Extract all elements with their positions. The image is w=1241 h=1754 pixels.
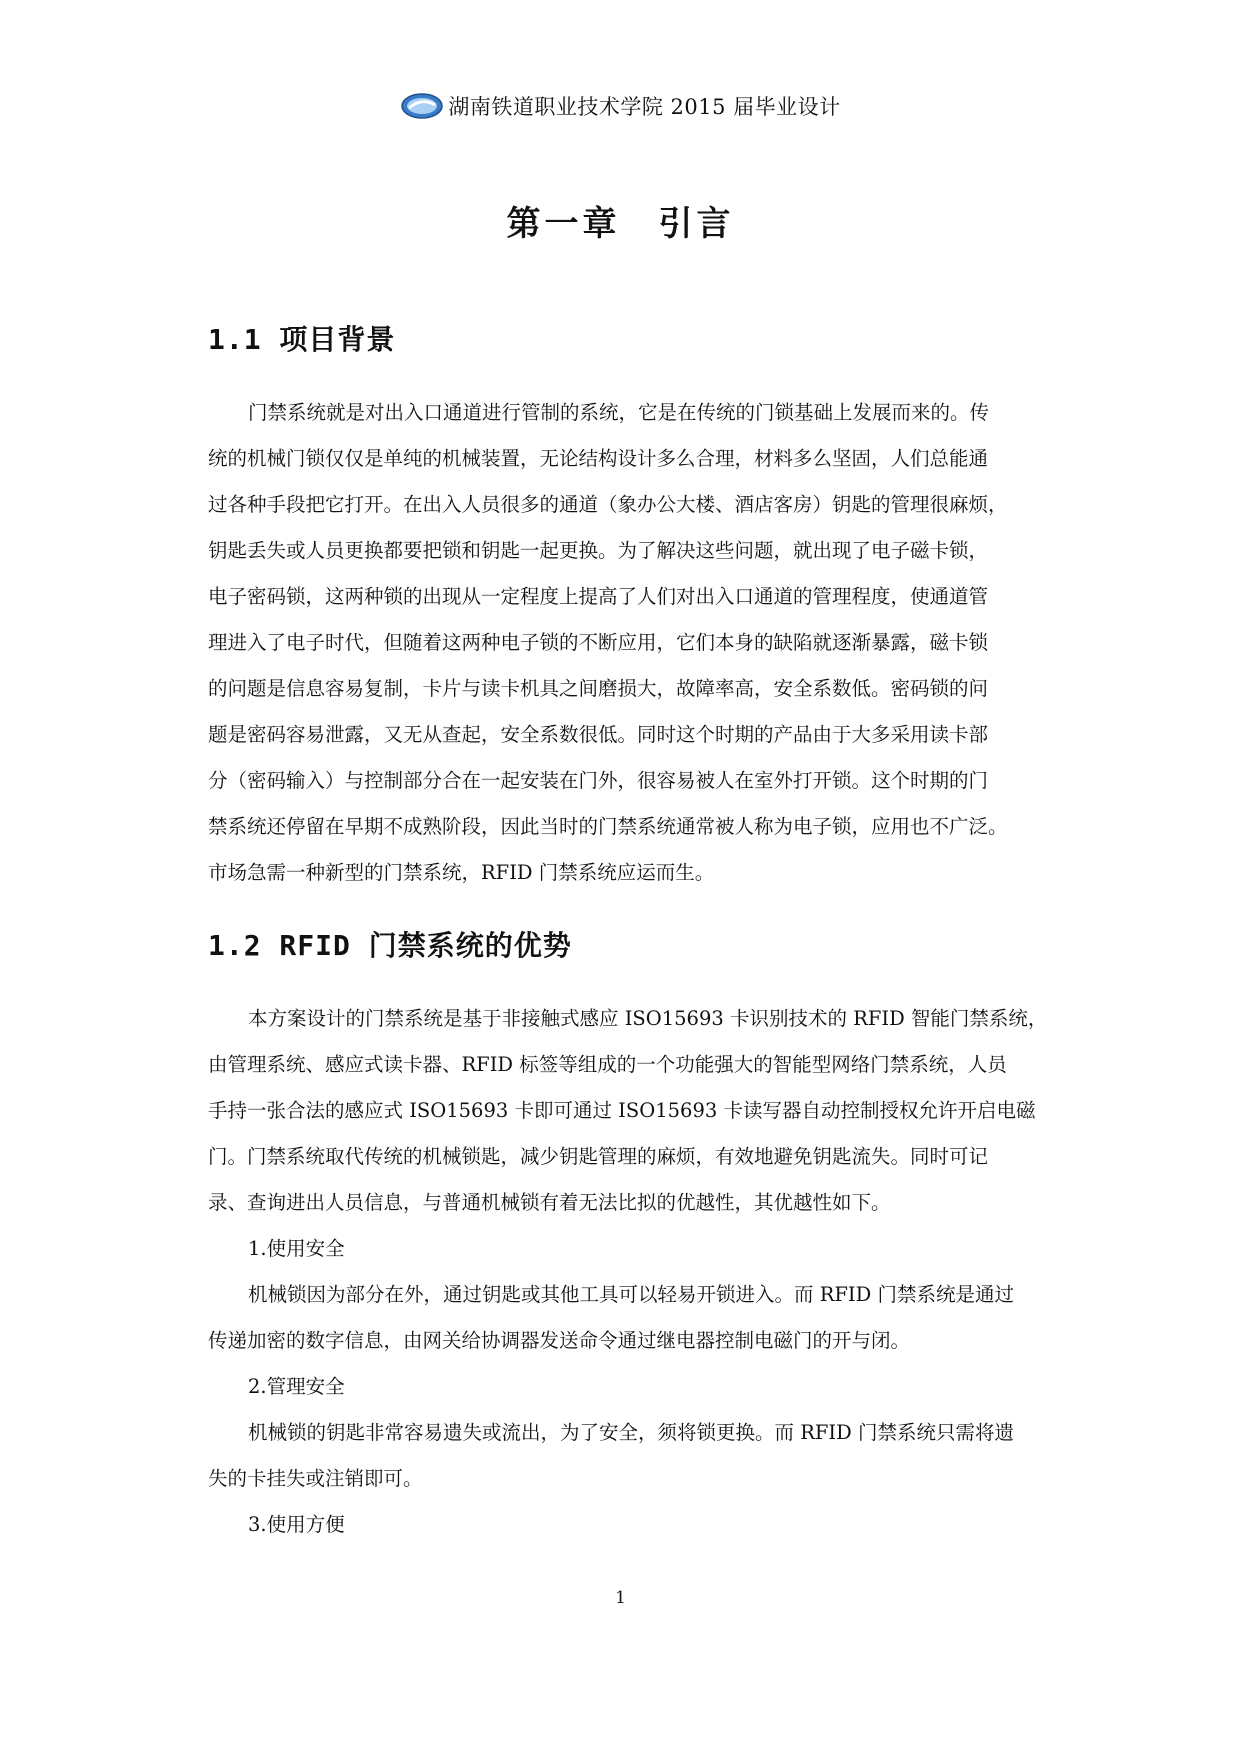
paragraph-line: 理进入了电子时代，但随着这两种电子锁的不断应用，它们本身的缺陷就逐渐暴露，磁卡锁 [208, 631, 989, 654]
paragraph-line: 机械锁因为部分在外，通过钥匙或其他工具可以轻易开锁进入。而 RFID 门禁系统是通过 [248, 1283, 1014, 1306]
paragraph-line: 门禁系统就是对出入口通道进行管制的系统，它是在传统的门锁基础上发展而来的。传 [248, 401, 990, 424]
paragraph-line: 录、查询进出人员信息，与普通机械锁有着无法比拟的优越性，其优越性如下。 [208, 1191, 891, 1214]
paragraph-line: 过各种手段把它打开。在出入人员很多的通道（象办公大楼、酒店客房）钥匙的管理很麻烦， [208, 493, 1008, 516]
header-title: 湖南铁道职业技术学院 2015 届毕业设计 [448, 95, 841, 119]
paragraph-line: 电子密码锁，这两种锁的出现从一定程度上提高了人们对出入口通道的管理程度，使通道管 [208, 585, 989, 608]
section-1-body [208, 390, 1088, 896]
paragraph-line: 机械锁的钥匙非常容易遗失或流出，为了安全，须将锁更换。而 RFID 门禁系统只需将遗 [248, 1421, 1014, 1444]
list-item-heading: 1.使用安全 [248, 1237, 345, 1260]
paragraph-line: 的问题是信息容易复制，卡片与读卡机具之间磨损大，故障率高，安全系数低。密码锁的问 [208, 677, 989, 700]
paragraph-line: 钥匙丢失或人员更换都要把锁和钥匙一起更换。为了解决这些问题，就出现了电子磁卡锁， [208, 539, 989, 562]
paragraph-line: 市场急需一种新型的门禁系统，RFID 门禁系统应运而生。 [208, 861, 715, 884]
section-1-title: 1.1 项目背景 [208, 323, 396, 356]
paragraph-line: 题是密码容易泄露，又无从查起，安全系数很低。同时这个时期的产品由于大多采用读卡部 [208, 723, 989, 746]
chapter-title: 第一章 引言 [506, 204, 735, 244]
paragraph-line: 分（密码输入）与控制部分合在一起安装在门外，很容易被人在室外打开锁。这个时期的门 [208, 769, 989, 792]
page-header [0, 86, 1241, 126]
paragraph-line: 传递加密的数字信息，由网关给协调器发送命令通过继电器控制电磁门的开与闭。 [208, 1329, 911, 1352]
header-inner [400, 91, 840, 121]
list-item-heading: 3.使用方便 [248, 1513, 345, 1536]
page-number: 1 [615, 1588, 626, 1608]
section-2-title: 1.2 RFID 门禁系统的优势 [208, 929, 572, 962]
paragraph-line: 门。门禁系统取代传统的机械锁匙，减少钥匙管理的麻烦，有效地避免钥匙流失。同时可记 [208, 1145, 989, 1168]
list-item-heading: 2.管理安全 [248, 1375, 345, 1398]
school-emblem-icon [400, 91, 444, 121]
paragraph-line: 由管理系统、感应式读卡器、RFID 标签等组成的一个功能强大的智能型网络门禁系统，人员 [208, 1053, 1007, 1076]
paragraph-line: 统的机械门锁仅仅是单纯的机械装置，无论结构设计多么合理，材料多么坚固，人们总能通 [208, 447, 989, 470]
paragraph-line: 手持一张合法的感应式 ISO15693 卡即可通过 ISO15693 卡读写器自动控制授权允许开启电磁 [208, 1099, 1036, 1122]
section-2-body [208, 996, 1088, 1548]
paragraph-line: 失的卡挂失或注销即可。 [208, 1467, 423, 1490]
paragraph-line: 禁系统还停留在早期不成熟阶段，因此当时的门禁系统通常被人称为电子锁，应用也不广泛。 [208, 815, 1008, 838]
paragraph-line: 本方案设计的门禁系统是基于非接触式感应 ISO15693 卡识别技术的 RFID 智能门禁系统， [248, 1007, 1048, 1030]
